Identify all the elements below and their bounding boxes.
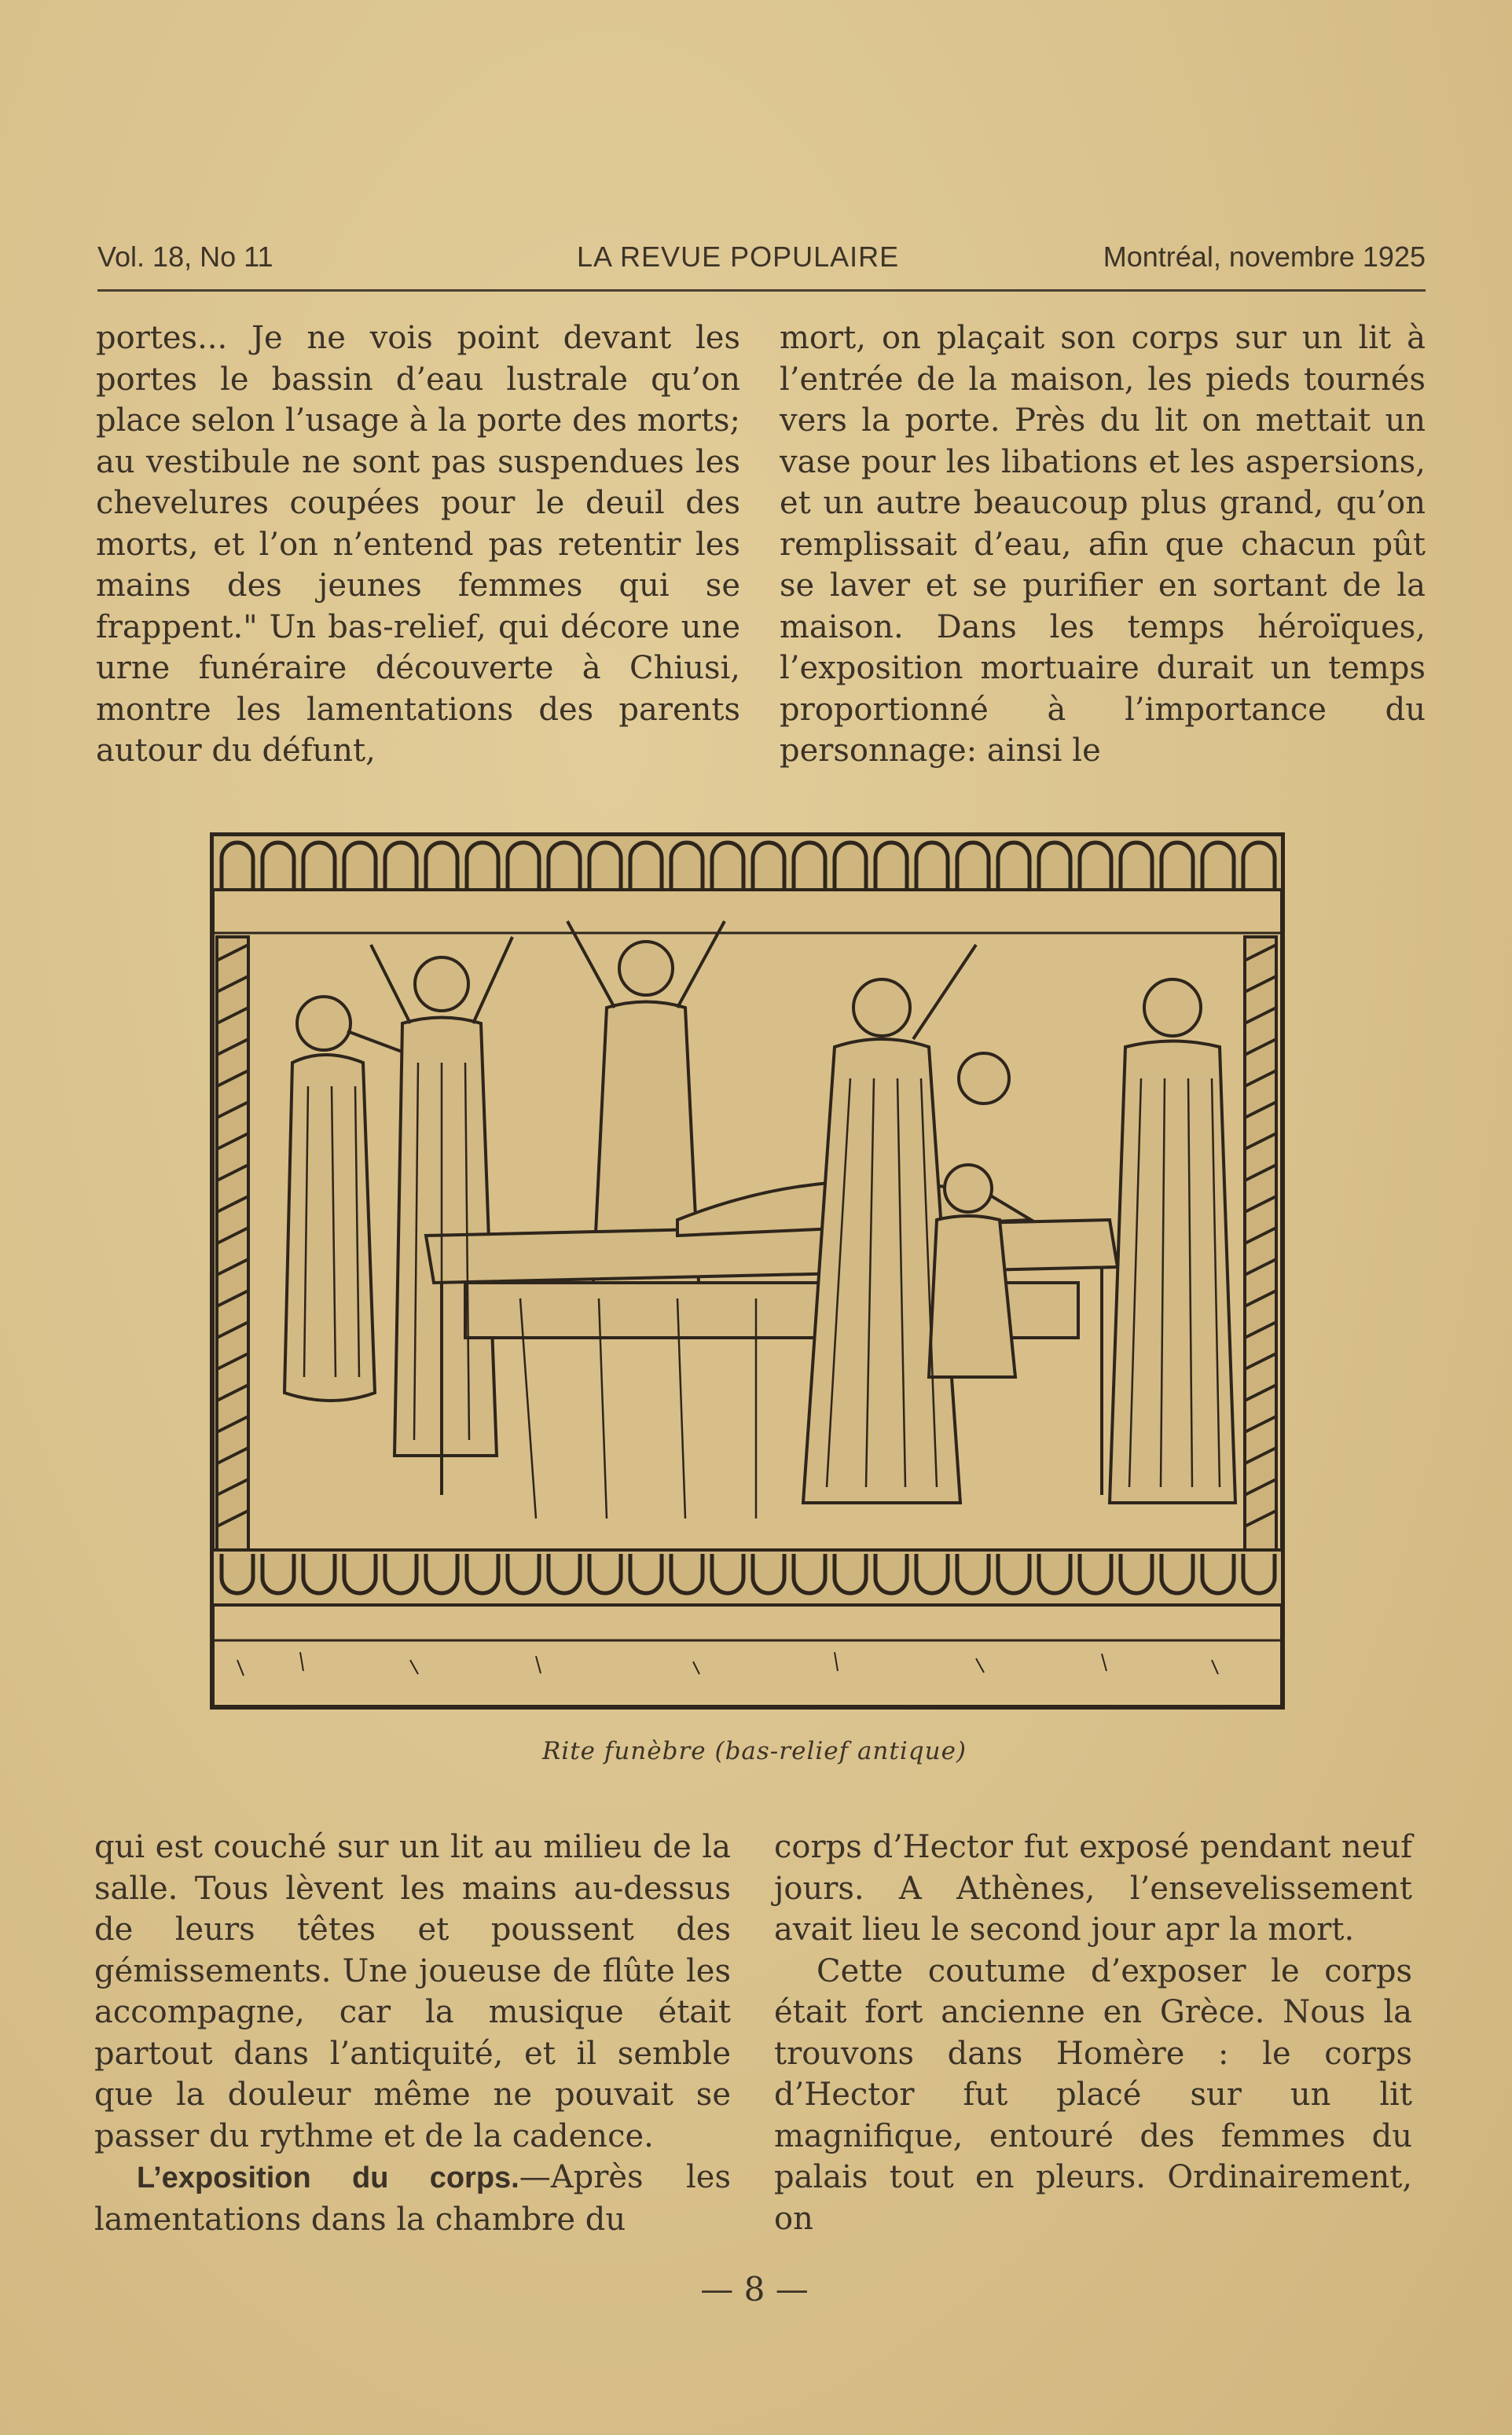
column-left-bottom	[94, 1827, 731, 2240]
text-paragraph: portes... Je ne vois point devant les portes le bassin d’eau lustrale qu’on place selon l’usage à la porte des morts; au vestibule ne sont pas suspendues les chevelures coupées pour le deuil des morts, et l’on n’entend pas retentir les mains des jeunes femmes qui se frappent." Un bas-relief, qui décore une urne funéraire découverte à Chiusi, montre les lamentations des parents autour du défunt,	[96, 320, 740, 769]
column-left-top	[96, 318, 740, 772]
column-right-top	[780, 318, 1426, 772]
section-text: —Après les lamentations dans la chambre du	[94, 2159, 731, 2238]
running-header	[97, 241, 1426, 280]
issue-date: Montréal, novembre 1925	[1103, 241, 1426, 273]
volume-info: Vol. 18, No 11	[97, 241, 273, 273]
section-paragraph	[94, 2157, 731, 2240]
column-right-bottom	[774, 1827, 1412, 2239]
figure-caption: Rite funèbre (bas-relief antique)	[541, 1737, 967, 1765]
text-paragraph: corps d’Hector fut exposé pendant neuf jours. A Athènes, l’ensevelissement avait lieu le second jour apr la mort.	[774, 1829, 1412, 1948]
text-paragraph: Cette coutume d’exposer le corps était fort ancienne en Grèce. Nous la trouvons dans Homère : le corps d’Hector fut placé sur un lit magnifique, entouré des femmes du palais tout en pleurs. Ordinairement, on	[774, 1952, 1412, 2237]
publication-title: LA REVUE POPULAIRE	[577, 241, 900, 273]
text-paragraph: mort, on plaçait son corps sur un lit à l’entrée de la maison, les pieds tournés vers la porte. Près du lit on mettait un vase pour les libations et les aspersions, et un autre beaucoup plus grand, qu’on remplissait d’eau, afin que chacun pût se laver et se purifier en sortant de la maison. Dans les temps héroïques, l’exposition mortuaire durait un temps proportionné à l’importance du personnage: ainsi le	[780, 320, 1426, 769]
text-paragraph: qui est couché sur un lit au milieu de la salle. Tous lèvent les mains au-dessus de leurs têtes et poussent des gémissements. Une joueuse de flûte les accompagne, car la musique était partout dans l’antiquité, et il semble que la douleur même ne pouvait se passer du rythme et de la cadence.	[94, 1829, 731, 2154]
section-heading: L’exposition du corps.	[137, 2161, 519, 2194]
page-number: — 8 —	[700, 2270, 809, 2308]
header-rule	[97, 289, 1426, 292]
bas-relief-illustration	[206, 827, 1290, 1720]
